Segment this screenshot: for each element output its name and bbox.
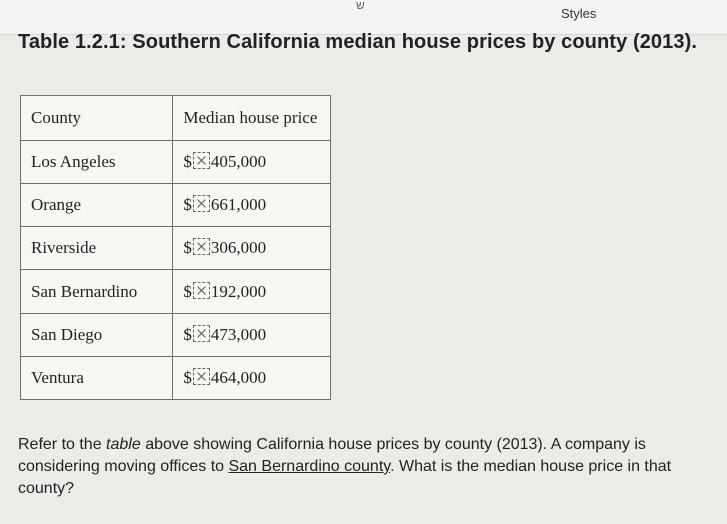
currency-symbol: $ <box>183 152 192 172</box>
county-cell: Los Angeles <box>21 141 173 184</box>
table-row <box>21 184 331 227</box>
question-line-3: county? <box>18 480 75 497</box>
placeholder-box-icon <box>193 325 210 342</box>
question-line-1 <box>18 434 708 456</box>
placeholder-box-icon <box>193 282 210 299</box>
price-cell <box>173 141 331 184</box>
highlighted-county-text: San Bernardino county <box>228 458 391 475</box>
placeholder-box-icon <box>193 152 210 169</box>
question-line-2 <box>18 456 708 478</box>
price-cell <box>173 227 331 270</box>
price-value: 405,000 <box>210 152 267 172</box>
placeholder-box-icon <box>193 368 210 385</box>
placeholder-box-icon <box>193 195 210 212</box>
styles-label: Styles <box>561 6 597 21</box>
table-row <box>21 313 331 356</box>
county-cell: Ventura <box>21 356 173 399</box>
price-table-container <box>20 95 331 400</box>
price-value: 473,000 <box>210 324 267 344</box>
price-cell <box>173 356 331 399</box>
table-title: Table 1.2.1: Southern California median house prices by county (2013). <box>18 31 698 53</box>
county-cell: Riverside <box>21 227 173 270</box>
table-row <box>21 356 331 399</box>
price-cell <box>173 184 331 227</box>
table-row <box>21 227 331 270</box>
price-value: 464,000 <box>210 367 267 387</box>
price-value: 192,000 <box>210 281 267 301</box>
price-cell <box>173 270 331 313</box>
question-table-word: table <box>106 436 141 453</box>
currency-symbol: $ <box>183 281 192 301</box>
price-value: 661,000 <box>210 195 267 215</box>
question-text-part: Refer to the <box>18 436 107 453</box>
table-row <box>21 141 331 184</box>
currency-symbol: $ <box>183 238 192 258</box>
currency-symbol: $ <box>183 324 192 344</box>
question-text-part: . What is the median house price in that <box>390 458 672 475</box>
median-price-header: Median house price <box>173 96 331 141</box>
question-text <box>18 434 708 500</box>
county-cell: San Bernardino <box>21 270 173 313</box>
county-header: County <box>21 96 173 141</box>
price-cell <box>173 313 331 356</box>
county-cell: San Diego <box>21 313 173 356</box>
county-cell: Orange <box>21 184 173 227</box>
table-row <box>21 270 331 313</box>
price-value: 306,000 <box>210 238 267 258</box>
currency-symbol: $ <box>183 195 192 215</box>
placeholder-box-icon <box>193 238 210 255</box>
table-header-row <box>21 96 331 141</box>
small-mark: ש <box>356 0 365 12</box>
currency-symbol: $ <box>183 367 192 387</box>
price-table <box>20 95 331 400</box>
question-text-part: above showing California house prices by county (2013). A company is <box>140 436 646 453</box>
question-text-part: considering moving offices to <box>18 458 229 475</box>
